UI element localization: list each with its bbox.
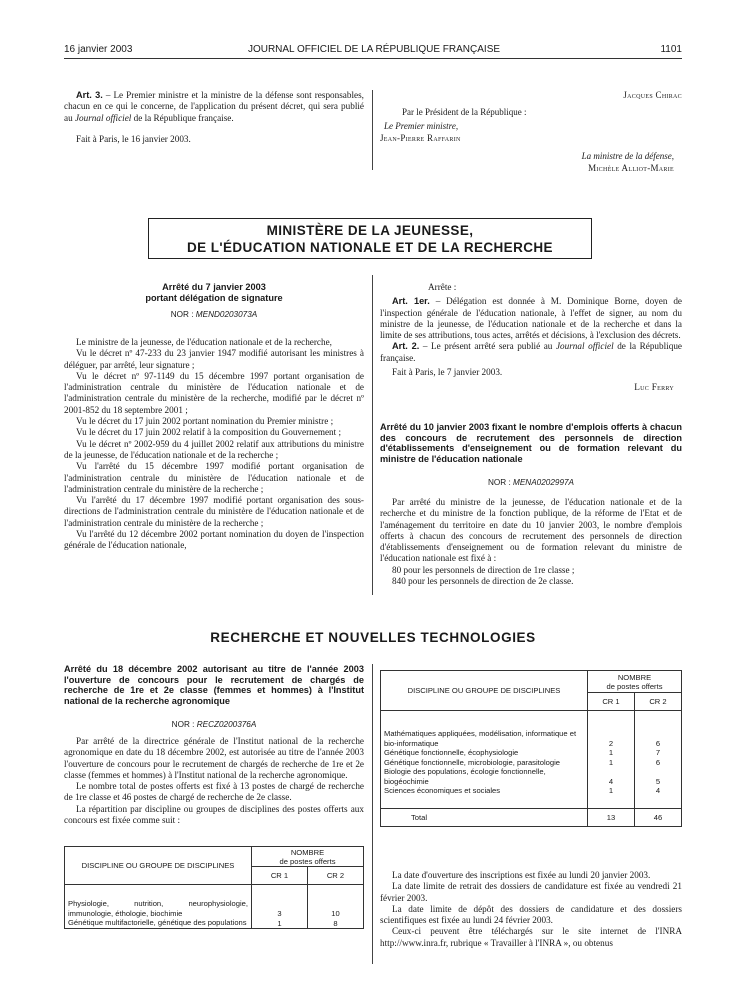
table-row-label: Génétique fonctionnelle, microbiologie, parasitologie xyxy=(381,758,588,768)
nor-label: NOR : xyxy=(171,720,197,729)
table-row-cr2: 7 xyxy=(634,748,681,758)
table-row-cr1: 3 xyxy=(252,885,308,919)
table-total-cr2: 46 xyxy=(634,808,681,826)
table-row-cr2: 5 xyxy=(634,767,681,786)
ministry-line2: DE L'ÉDUCATION NATIONALE ET DE LA RECHERCHE xyxy=(187,240,553,255)
nombre-label: NOMBRE xyxy=(617,672,652,682)
arrete2-title: Arrêté du 10 janvier 2003 fixant le nombre d'emplois offerts à chacun des concours de recrutement des personnels de direction d'établissements d'enseignement ou de formation relevant du ministre de l'éducation nationale xyxy=(380,422,682,464)
nor-label: NOR : xyxy=(487,478,514,487)
nor-label: NOR : xyxy=(170,310,196,319)
arrete1-visas xyxy=(64,337,364,552)
premier-ministre: Le Premier ministre, xyxy=(384,121,459,131)
arrete2-line2: 840 pour les personnels de direction de 2e classe. xyxy=(392,576,574,587)
art3-text: – Le Premier ministre et la ministre de la défense sont responsables, chacun en ce qui le concerne, de l'application du présent décret, qui sera publié au xyxy=(64,90,364,123)
premier-ministre-name: Jean-Pierre Raffarin xyxy=(380,133,461,143)
visa-paragraph: Vu le décret du 17 juin 2002 portant nomination du Premier ministre ; xyxy=(76,416,334,427)
header-date: 16 janvier 2003 xyxy=(64,44,133,55)
par-le-president: Par le Président de la République : xyxy=(402,107,527,117)
visa-paragraph: Le ministre de la jeunesse, de l'éducation nationale et de la recherche, xyxy=(76,337,332,347)
table-row-label: Sciences économiques et sociales xyxy=(381,786,588,808)
arrete2-nor xyxy=(380,478,682,487)
col-cr1-header: CR 1 xyxy=(588,693,635,711)
visa-paragraph: Vu le décret nº 47-233 du 23 janvier 1947 modifié autorisant les ministres à déléguer, par arrêté, leur signature ; xyxy=(64,348,364,370)
nor-code: MEND0203073A xyxy=(195,310,258,319)
table-row-label: Génétique multifactorielle, génétique des populations xyxy=(65,918,252,928)
col-cr2-header: CR 2 xyxy=(307,867,363,885)
visa-paragraph: Vu le décret nº 97-1149 du 15 décembre 1997 portant organisation de l'administration centrale du ministère de l'éducation nationale et de l'administration centrale du ministère de la recherche, modifié par le décret nº 2001-852 du 18 septembre 2001 ; xyxy=(64,370,364,415)
arrete2-line1: 80 pour les personnels de direction de 1re classe ; xyxy=(392,564,575,575)
art3-tail: de la République française. xyxy=(131,112,234,123)
arrete2-body xyxy=(380,497,682,587)
col-discipline-header: DISCIPLINE OU GROUPE DE DISCIPLINES xyxy=(381,671,588,711)
table-row-cr1: 1 xyxy=(252,918,308,928)
art1-label: Art. 1er. xyxy=(392,296,430,307)
visa-paragraph: Vu l'arrêté du 12 décembre 2002 portant nomination du doyen de l'inspection générale de l'éducation nationale, xyxy=(64,529,364,551)
ministry-line1: MINISTÈRE DE LA JEUNESSE, xyxy=(266,223,474,238)
nombre-sub-label: de postes offerts xyxy=(606,681,663,691)
arrete1-title xyxy=(64,282,364,303)
arrete3-paragraph: La répartition par discipline ou groupes de disciplines des postes offerts aux concours est fixée comme suit : xyxy=(64,803,364,826)
header-rule xyxy=(64,58,682,59)
nombre-label: NOMBRE xyxy=(290,847,325,857)
section-title: RECHERCHE ET NOUVELLES TECHNOLOGIES xyxy=(210,630,536,645)
table-row-cr1: 1 xyxy=(588,786,635,808)
ministre-defense-name: Michèle Alliot-Marie xyxy=(588,163,674,173)
inscription-dates xyxy=(380,870,682,949)
col-cr1-header: CR 1 xyxy=(252,867,308,885)
art2-text: – Le présent arrêté sera publié au xyxy=(419,341,556,352)
table-row-cr1: 1 xyxy=(588,748,635,758)
column-divider-top xyxy=(372,90,373,170)
table-row-cr1: 2 xyxy=(588,711,635,749)
column-divider-bottom xyxy=(372,664,373,964)
arrete3-paragraph: Par arrêté de la directrice générale de l'Institut national de la recherche agronomique en date du 18 décembre 2002, est autorisée au titre de l'année 2003 l'ouverture de concours pour le recrutement de chargés de recherche de 1re et 2e classe (femmes et hommes) à l'Institut national de la recherche agronomique. xyxy=(64,736,364,780)
column-divider-middle xyxy=(372,275,373,595)
header-page-number: 1101 xyxy=(660,44,682,55)
table-row-cr2: 10 xyxy=(307,885,363,919)
table-row-label: Mathématiques appliquées, modélisation, informatique et bio-informatique xyxy=(381,711,588,749)
visa-paragraph: Vu le décret du 17 juin 2002 relatif à la composition du Gouvernement ; xyxy=(76,427,342,438)
arrete1-fait: Fait à Paris, le 7 janvier 2003. xyxy=(392,367,503,378)
arrete1-signature: Luc Ferry xyxy=(634,382,674,393)
president-name: Jacques Chirac xyxy=(623,90,682,100)
art3-journal: Journal officiel xyxy=(74,112,132,123)
ministry-heading-box xyxy=(148,218,592,259)
nor-code: RECZ0200376A xyxy=(196,720,257,729)
table-row-label: Biologie des populations, écologie fonctionnelle, biogéochimie xyxy=(381,767,588,786)
art2-tail: de la République française. xyxy=(380,341,682,363)
table-row-label: Physiologie, nutrition, neurophysiologie, immunologie, éthologie, biochimie xyxy=(65,885,252,919)
col-nombre-header xyxy=(252,847,364,867)
art3-fait: Fait à Paris, le 16 janvier 2003. xyxy=(76,133,191,144)
art2-journal: Journal officiel xyxy=(555,341,614,352)
inscription-paragraph: La date d'ouverture des inscriptions est fixée au lundi 20 janvier 2003. xyxy=(392,870,651,880)
table-row-cr2: 4 xyxy=(634,786,681,808)
arrete1-title-line2: portant délégation de signature xyxy=(145,292,283,303)
col-nombre-header xyxy=(588,671,682,693)
col-cr2-header: CR 2 xyxy=(634,693,681,711)
table-row-cr1: 1 xyxy=(588,758,635,768)
visa-paragraph: Vu l'arrêté du 15 décembre 1997 modifié portant organisation de l'administration centrale du ministère de l'éducation nationale et de l'administration centrale du ministère de la recherche ; xyxy=(64,461,364,494)
arrete3-paragraph: Le nombre total de postes offerts est fixé à 13 postes de chargé de recherche de 1re classe et 46 postes de chargé de recherche de 2e classe. xyxy=(64,781,364,803)
table-row-label: Génétique fonctionnelle, écophysiologie xyxy=(381,748,588,758)
discipline-table-right xyxy=(380,670,682,827)
nor-code: MENA0202997A xyxy=(513,478,575,487)
arrete3-nor xyxy=(64,720,364,729)
arrete1-articles xyxy=(380,282,682,394)
nombre-sub-label: de postes offerts xyxy=(279,856,336,866)
discipline-table-left xyxy=(64,846,364,929)
table-row-cr2: 8 xyxy=(307,918,363,928)
inscription-paragraph: Ceux-ci peuvent être téléchargés sur le site internet de l'INRA http://www.inra.fr, rubrique « Travailler à l'INRA », ou obtenus xyxy=(380,926,682,948)
arrete1-title-line1: Arrêté du 7 janvier 2003 xyxy=(162,282,266,292)
art3-block xyxy=(64,90,364,145)
table-total-label: Total xyxy=(381,808,588,826)
inscription-paragraph: La date limite de dépôt des dossiers de candidature et des dossiers scientifiques est fixée au lundi 24 février 2003. xyxy=(380,903,682,926)
arrete3-title: Arrêté du 18 décembre 2002 autorisant au titre de l'année 2003 l'ouverture de concours pour le recrutement de chargés de recherche de 1re et 2e classe (femmes et hommes) à l'Institut national de la recherche agronomique xyxy=(64,664,364,706)
arrete1-nor xyxy=(64,310,364,319)
table-row-cr2: 6 xyxy=(634,711,681,749)
art1-text: – Délégation est donnée à M. Dominique Borne, doyen de l'inspection générale de l'éducation nationale, à l'effet de signer, au nom du ministre de la jeunesse, de l'éducation nationale et de la recherche et dans la limite de ses attributions, tous actes, arrêtés et décisions, à l'exclusion des décrets. xyxy=(380,296,683,341)
table-total-cr1: 13 xyxy=(588,808,635,826)
visa-paragraph: Vu l'arrêté du 17 décembre 1997 modifié portant organisation des sous-directions de l'administration centrale du ministère de l'éducation nationale et de l'administration centrale du ministère de la recherche ; xyxy=(64,495,364,528)
table-row-cr2: 6 xyxy=(634,758,681,768)
header-journal: JOURNAL OFFICIEL DE LA RÉPUBLIQUE FRANÇAISE xyxy=(247,44,501,55)
table-row-cr1: 4 xyxy=(588,767,635,786)
arrete-label: Arrête : xyxy=(428,282,457,292)
visa-paragraph: Vu le décret nº 2002-959 du 4 juillet 2002 relatif aux attributions du ministre de la jeunesse, de l'éducation nationale et de la recherche ; xyxy=(64,438,364,460)
art2-label: Art. 2. xyxy=(392,341,420,352)
ministre-defense: La ministre de la défense, xyxy=(581,151,674,161)
inscription-paragraph: La date limite de retrait des dossiers de candidature est fixée au vendredi 21 février 2003. xyxy=(380,881,682,903)
arrete3-body xyxy=(64,736,364,826)
col-discipline-header: DISCIPLINE OU GROUPE DE DISCIPLINES xyxy=(65,847,252,885)
arrete2-paragraph: Par arrêté du ministre de la jeunesse, de l'éducation nationale et de la recherche et du ministre de la fonction publique, de la réforme de l'Etat et de l'aménagement du territoire en date du 10 janvier 2003, le nombre d'emplois offerts à chacun des concours de recrutement des personnels de direction d'établissements d'enseignement ou de formation relevant du ministre de l'éducation nationale est fixé à : xyxy=(380,497,682,564)
art3-label: Art. 3. xyxy=(76,90,103,100)
